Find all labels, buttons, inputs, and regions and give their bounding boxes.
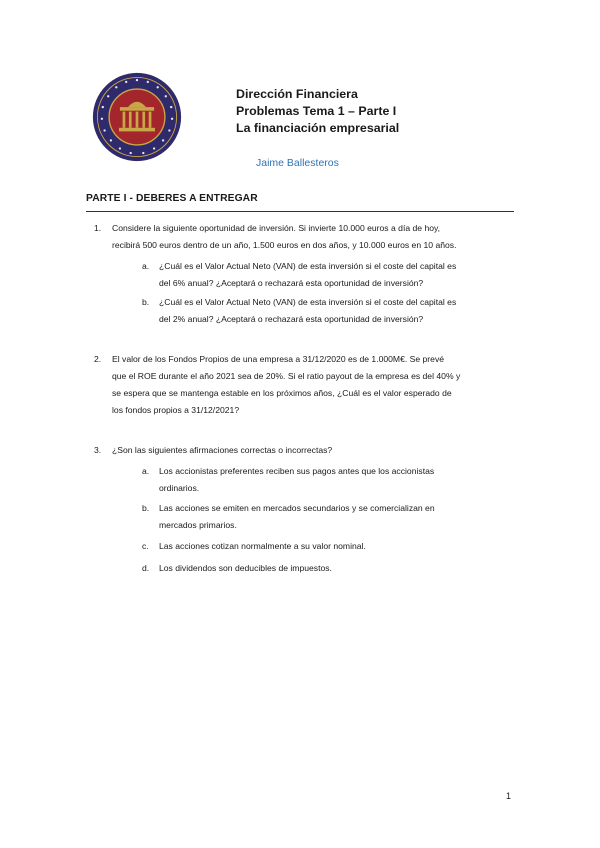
item-line: ¿Cuál es el Valor Actual Neto (VAN) de esta inversión si el coste del capital es xyxy=(159,261,457,271)
item-letter: a. xyxy=(142,261,150,271)
question-line: los fondos propios a 31/12/2021? xyxy=(112,405,240,415)
topic-title: La financiación empresarial xyxy=(236,121,400,135)
item-line: Las acciones se emiten en mercados secundarios y se comercializan en xyxy=(159,503,435,513)
question-number: 3. xyxy=(94,445,102,455)
item-text xyxy=(159,463,514,497)
section-divider xyxy=(86,211,514,212)
item-text xyxy=(159,258,514,292)
item-line: Las acciones cotizan normalmente a su valor nominal. xyxy=(159,541,366,551)
problems-title: Problemas Tema 1 – Parte I xyxy=(236,104,397,118)
question-line: que el ROE durante el año 2021 sea de 20%. Si el ratio payout de la empresa es del 40% y xyxy=(112,371,461,381)
document-header xyxy=(236,86,536,137)
item-letter: c. xyxy=(142,541,149,551)
section-title: PARTE I - DEBERES A ENTREGAR xyxy=(86,193,258,204)
item-line: ordinarios. xyxy=(159,483,200,493)
question-line: recibirá 500 euros dentro de un año, 1.500 euros en dos años, y 10.000 euros en 10 años. xyxy=(112,240,457,250)
university-seal-icon xyxy=(92,72,182,162)
question-line: ¿Son las siguientes afirmaciones correctas o incorrectas? xyxy=(112,445,333,455)
item-line: Los dividendos son deducibles de impuestos. xyxy=(159,563,332,573)
item-line: Los accionistas preferentes reciben sus pagos antes que los accionistas xyxy=(159,466,435,476)
question-number: 2. xyxy=(94,354,102,364)
item-letter: b. xyxy=(142,297,150,307)
question-line: El valor de los Fondos Propios de una empresa a 31/12/2020 es de 1.000M€. Se prevé xyxy=(112,354,445,364)
question-line: se espera que se mantenga estable en los próximos años, ¿Cuál es el valor esperado de xyxy=(112,388,452,398)
question-number: 1. xyxy=(94,223,102,233)
author-name: Jaime Ballesteros xyxy=(256,157,339,169)
question-text xyxy=(112,442,514,459)
question-text xyxy=(112,220,514,254)
item-line: del 2% anual? ¿Aceptará o rechazará esta oportunidad de inversión? xyxy=(159,314,424,324)
item-letter: b. xyxy=(142,503,150,513)
item-text xyxy=(159,500,514,534)
question-text xyxy=(112,351,514,419)
item-text xyxy=(159,560,514,577)
course-title: Dirección Financiera xyxy=(236,87,358,101)
item-line: mercados primarios. xyxy=(159,520,237,530)
item-letter: d. xyxy=(142,563,150,573)
item-line: ¿Cuál es el Valor Actual Neto (VAN) de esta inversión si el coste del capital es xyxy=(159,297,457,307)
question-line: Considere la siguiente oportunidad de inversión. Si invierte 10.000 euros a día de hoy, xyxy=(112,223,441,233)
item-letter: a. xyxy=(142,466,150,476)
item-text xyxy=(159,538,514,555)
page-number: 1 xyxy=(506,791,512,801)
item-text xyxy=(159,294,514,328)
item-line: del 6% anual? ¿Aceptará o rechazará esta oportunidad de inversión? xyxy=(159,278,424,288)
